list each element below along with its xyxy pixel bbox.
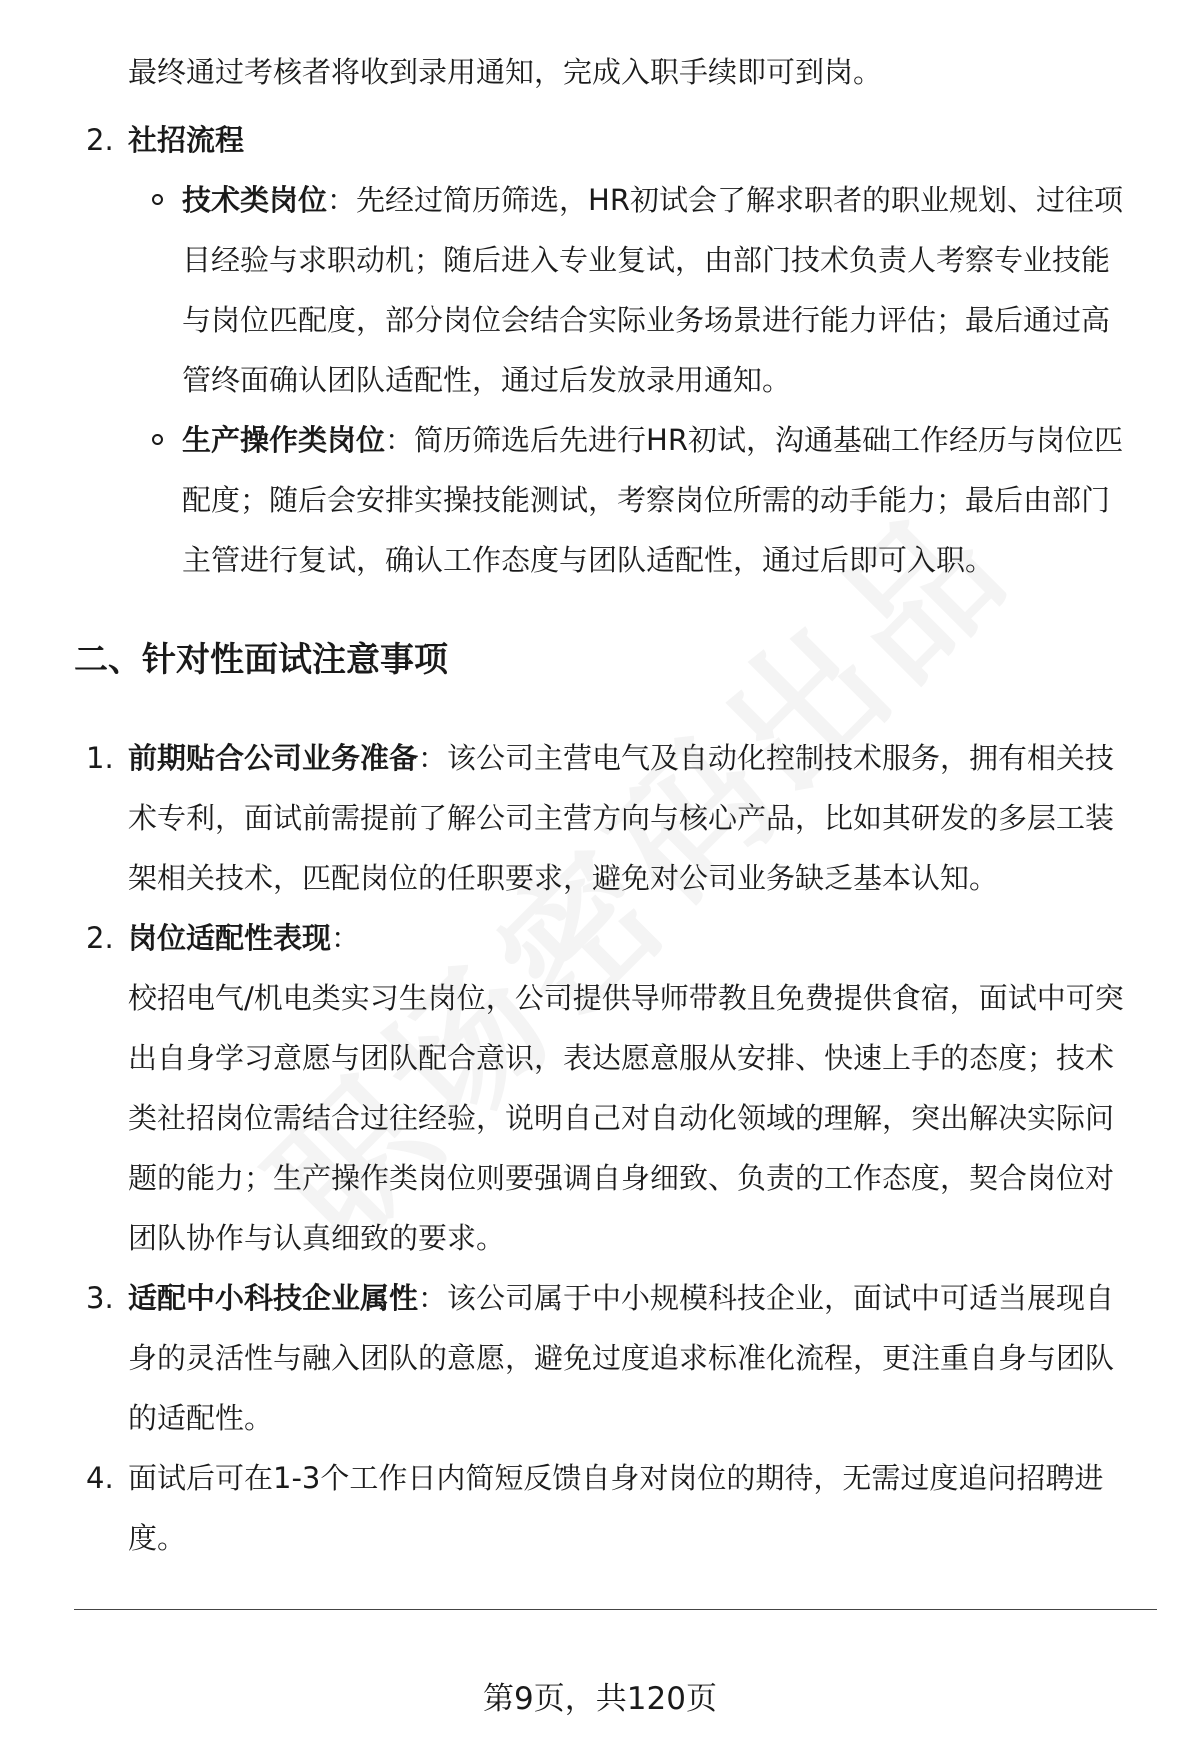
sub-item-line: 生产操作类岗位：简历筛选后先进行HR初试，沟通基础工作经历与岗位匹 — [182, 423, 1123, 457]
list-item-line: 架相关技术，匹配岗位的任职要求，避免对公司业务缺乏基本认知。 — [128, 861, 999, 895]
list-item-line: 的适配性。 — [128, 1401, 274, 1435]
sub-item-line: 管终面确认团队适配性，通过后发放录用通知。 — [182, 363, 792, 397]
continuation-text: 最终通过考核者将收到录用通知，完成入职手续即可到岗。 — [128, 55, 883, 89]
list-item-line: 前期贴合公司业务准备：该公司主营电气及自动化控制技术服务，拥有相关技 — [128, 741, 1115, 775]
list-item-line: 题的能力；生产操作类岗位则要强调自身细致、负责的工作态度，契合岗位对 — [128, 1161, 1115, 1195]
list-item-line: 类社招岗位需结合过往经验，说明自己对自动化领域的理解，突出解决实际问 — [128, 1101, 1115, 1135]
list-item-line: 面试后可在1-3个工作日内简短反馈自身对岗位的期待，无需过度追问招聘进 — [128, 1461, 1104, 1495]
footer-divider — [74, 1609, 1157, 1610]
sub-item-line: 技术类岗位：先经过简历筛选，HR初试会了解求职者的职业规划、过往项 — [182, 183, 1123, 217]
sub-item-line: 配度；随后会安排实操技能测试，考察岗位所需的动手能力；最后由部门 — [182, 483, 1111, 517]
sub-item-line: 主管进行复试，确认工作态度与团队适配性，通过后即可入职。 — [182, 543, 995, 577]
list-number: 4. — [86, 1461, 114, 1495]
list-item-line: 岗位适配性表现： — [128, 921, 361, 955]
list-number: 2. — [86, 921, 114, 955]
list-item-line: 术专利，面试前需提前了解公司主营方向与核心产品，比如其研发的多层工装 — [128, 801, 1115, 835]
list-item-line: 校招电气/机电类实习生岗位，公司提供导师带教且免费提供食宿，面试中可突 — [128, 981, 1124, 1015]
list-item-line: 团队协作与认真细致的要求。 — [128, 1221, 506, 1255]
circle-bullet-icon — [152, 434, 163, 445]
list-number: 2. — [86, 123, 114, 157]
list-number: 3. — [86, 1281, 114, 1315]
sub-item-line: 目经验与求职动机；随后进入专业复试，由部门技术负责人考察专业技能 — [182, 243, 1111, 277]
circle-bullet-icon — [152, 194, 163, 205]
list-item-title: 社招流程 — [128, 123, 245, 157]
page-number: 第9页，共120页 — [483, 1681, 717, 1717]
section-heading: 二、针对性面试注意事项 — [74, 640, 448, 680]
list-item-line: 适配中小科技企业属性：该公司属于中小规模科技企业，面试中可适当展现自 — [128, 1281, 1115, 1315]
list-item-line: 度。 — [128, 1521, 187, 1555]
list-number: 1. — [86, 741, 114, 775]
list-item-line: 身的灵活性与融入团队的意愿，避免过度追求标准化流程，更注重自身与团队 — [128, 1341, 1115, 1375]
sub-item-line: 与岗位匹配度，部分岗位会结合实际业务场景进行能力评估；最后通过高 — [182, 303, 1111, 337]
list-item-line: 出自身学习意愿与团队配合意识，表达愿意服从安排、快速上手的态度；技术 — [128, 1041, 1115, 1075]
